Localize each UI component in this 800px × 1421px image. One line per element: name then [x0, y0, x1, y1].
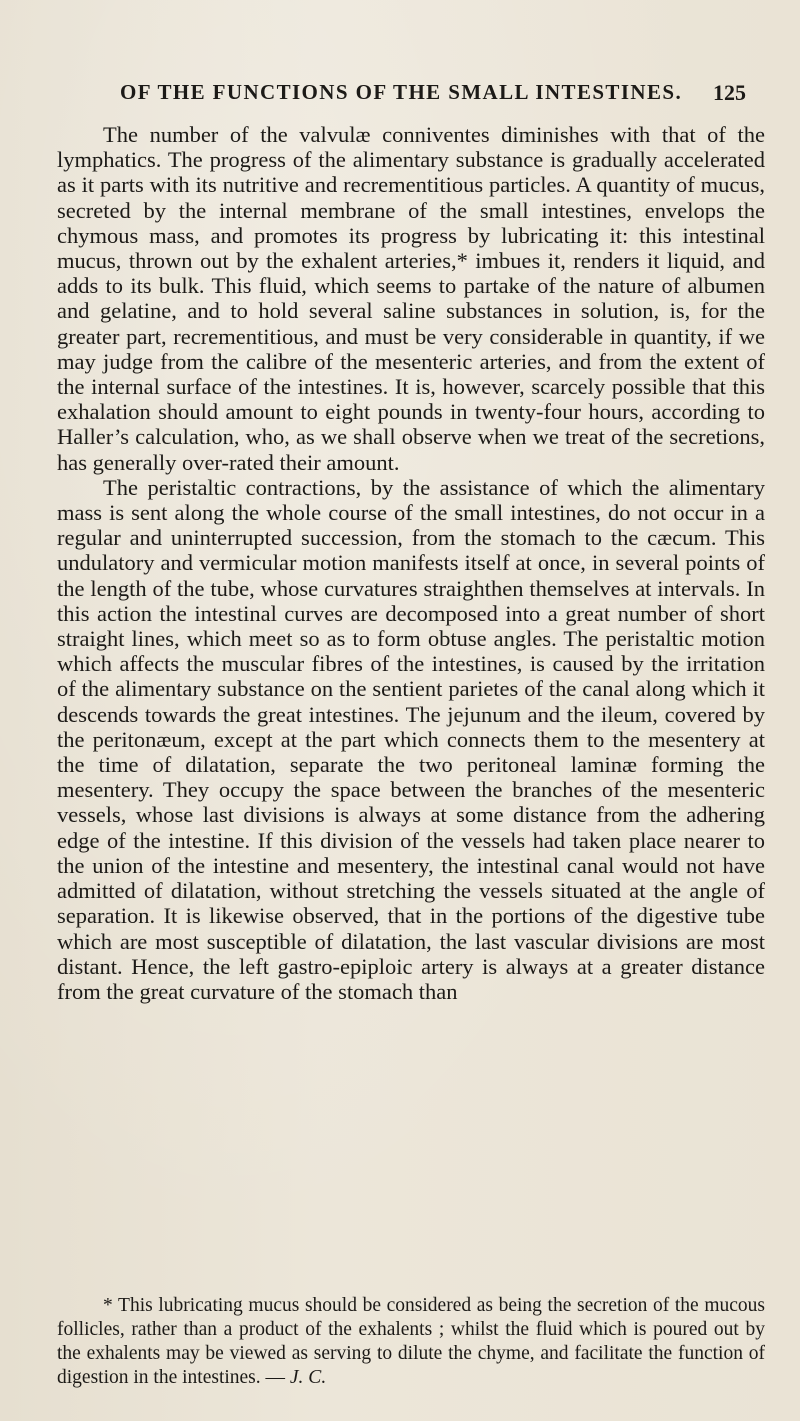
footnote: [57, 1294, 765, 1390]
paragraph: The number of the valvulæ conniventes diminishes with that of the lymphatics. The progress of the alimentary substance is gradually accelerated as it parts with its nutritive and recrementitious particles. A quantity of mucus, secreted by the internal membrane of the small intestines, envelops the chymous mass, and promotes its progress by lubricating it: this intestinal mucus, thrown out by the exhalent arteries,* imbues it, renders it liquid, and adds to its bulk. This fluid, which seems to partake of the nature of albumen and gelatine, and to hold several saline substances in solution, is, for the greater part, recrementitious, and must be very considerable in quantity, if we may judge from the calibre of the mesenteric arteries, and from the extent of the internal surface of the intestines. It is, however, scarcely possible that this exhalation should amount to eight pounds in twenty-four hours, according to Haller’s calculation, who, as we shall observe when we treat of the secretions, has generally over-rated their amount.: [57, 122, 765, 475]
running-title: OF THE FUNCTIONS OF THE SMALL INTESTINES.: [120, 80, 683, 104]
page-number: 125: [713, 80, 746, 105]
paragraph: The peristaltic contractions, by the assistance of which the alimentary mass is sent along the whole course of the small intestines, do not occur in a regular and uninterrupted succession, from the stomach to the cæcum. This undulatory and vermicular motion manifests itself at once, in several points of the length of the tube, whose curvatures straighthen themselves at intervals. In this action the intestinal curves are decomposed into a great number of short straight lines, which meet so as to form obtuse angles. The peristaltic motion which affects the muscular fibres of the intestines, is caused by the irritation of the alimentary substance on the sentient parietes of the canal along which it descends towards the great intestines. The jejunum and the ileum, covered by the peritonæum, except at the part which connects them to the mesentery at the time of dilatation, separate the two peritoneal laminæ forming the mesentery. They occupy the space between the branches of the mesenteric vessels, whose last divisions is always at some distance from the adhering edge of the intestine. If this division of the vessels had taken place nearer to the union of the intestine and mesentery, the intestinal canal would not have admitted of dilatation, without stretching the vessels situated at the angle of separation. It is likewise observed, that in the portions of the digestive tube which are most susceptible of dilatation, the last vascular divisions are most distant. Hence, the left gastro-epiploic artery is always at a greater distance from the great curvature of the stomach than: [57, 474, 765, 1004]
running-head: [100, 80, 746, 110]
footnote-text: * This lubricating mucus should be considered as being the secretion of the mucous follicles, rather than a product of the exhalents ; whilst the fluid which is poured out by the exhalents may be viewed as serving to dilute the chyme, and facilitate the function of digestion in the intestines. —: [57, 1295, 765, 1388]
footnote-paragraph: [57, 1294, 765, 1390]
footnote-signature: J. C.: [289, 1367, 327, 1388]
body-text: [57, 122, 765, 1004]
